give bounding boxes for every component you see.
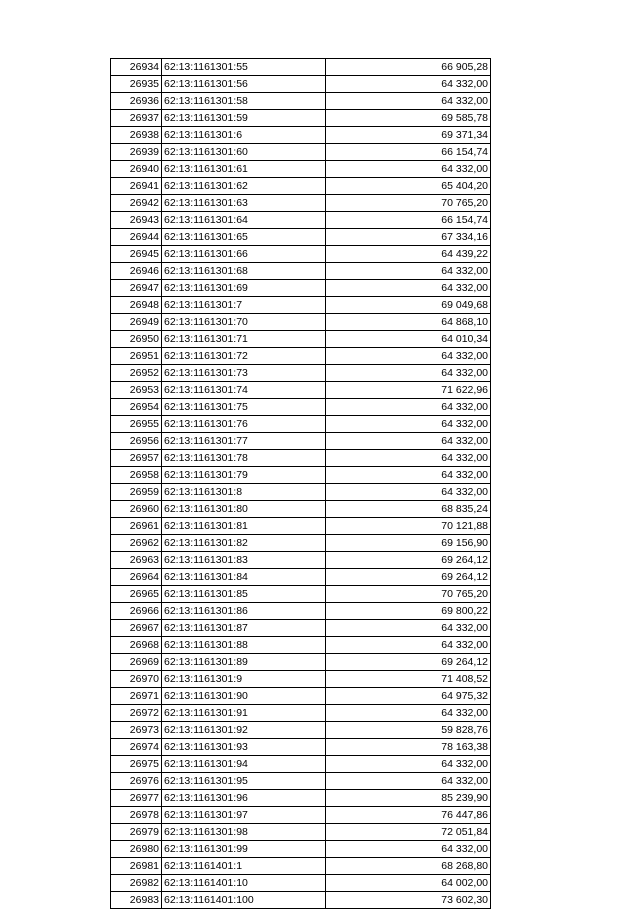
table-row [111,892,491,909]
table-row [111,671,491,688]
cadastral-number-cell: 62:13:1161301:73 [162,365,326,382]
row-number-cell: 26983 [111,892,162,909]
table-row [111,416,491,433]
row-number-cell: 26962 [111,535,162,552]
table-row [111,858,491,875]
value-cell: 76 447,86 [326,807,491,824]
cadastral-number-cell: 62:13:1161301:56 [162,76,326,93]
cadastral-number-cell: 62:13:1161301:87 [162,620,326,637]
row-number-cell: 26957 [111,450,162,467]
cadastral-number-cell: 62:13:1161301:55 [162,59,326,76]
value-cell: 64 332,00 [326,161,491,178]
table-row [111,263,491,280]
row-number-cell: 26976 [111,773,162,790]
row-number-cell: 26978 [111,807,162,824]
cadastral-number-cell: 62:13:1161301:95 [162,773,326,790]
cadastral-number-cell: 62:13:1161301:72 [162,348,326,365]
table-row [111,450,491,467]
cadastral-number-cell: 62:13:1161301:6 [162,127,326,144]
row-number-cell: 26973 [111,722,162,739]
table-row [111,518,491,535]
cadastral-number-cell: 62:13:1161301:99 [162,841,326,858]
cadastral-number-cell: 62:13:1161301:64 [162,212,326,229]
cadastral-number-cell: 62:13:1161301:93 [162,739,326,756]
row-number-cell: 26967 [111,620,162,637]
value-cell: 68 835,24 [326,501,491,518]
cadastral-number-cell: 62:13:1161301:79 [162,467,326,484]
cadastral-number-cell: 62:13:1161401:1 [162,858,326,875]
row-number-cell: 26939 [111,144,162,161]
cadastral-number-cell: 62:13:1161401:10 [162,875,326,892]
row-number-cell: 26961 [111,518,162,535]
cadastral-number-cell: 62:13:1161301:90 [162,688,326,705]
row-number-cell: 26949 [111,314,162,331]
cadastral-number-cell: 62:13:1161301:60 [162,144,326,161]
table-row [111,569,491,586]
value-cell: 69 371,34 [326,127,491,144]
row-number-cell: 26951 [111,348,162,365]
table-row [111,535,491,552]
table-row [111,229,491,246]
table-row [111,484,491,501]
value-cell: 64 868,10 [326,314,491,331]
row-number-cell: 26942 [111,195,162,212]
table-row [111,824,491,841]
row-number-cell: 26952 [111,365,162,382]
table-row [111,365,491,382]
value-cell: 66 154,74 [326,212,491,229]
row-number-cell: 26959 [111,484,162,501]
value-cell: 68 268,80 [326,858,491,875]
row-number-cell: 26970 [111,671,162,688]
cadastral-number-cell: 62:13:1161301:82 [162,535,326,552]
table-row [111,603,491,620]
table-row [111,637,491,654]
value-cell: 64 975,32 [326,688,491,705]
value-cell: 67 334,16 [326,229,491,246]
row-number-cell: 26936 [111,93,162,110]
cadastral-number-cell: 62:13:1161301:83 [162,552,326,569]
table-row [111,399,491,416]
value-cell: 73 602,30 [326,892,491,909]
row-number-cell: 26955 [111,416,162,433]
table-row [111,433,491,450]
row-number-cell: 26971 [111,688,162,705]
value-cell: 64 332,00 [326,484,491,501]
table-row [111,756,491,773]
cadastral-number-cell: 62:13:1161301:96 [162,790,326,807]
value-cell: 64 332,00 [326,416,491,433]
table-row [111,705,491,722]
value-cell: 70 121,88 [326,518,491,535]
cadastral-number-cell: 62:13:1161301:8 [162,484,326,501]
row-number-cell: 26953 [111,382,162,399]
cadastral-number-cell: 62:13:1161301:58 [162,93,326,110]
row-number-cell: 26977 [111,790,162,807]
table-row [111,195,491,212]
cadastral-number-cell: 62:13:1161301:98 [162,824,326,841]
row-number-cell: 26974 [111,739,162,756]
cadastral-number-cell: 62:13:1161301:69 [162,280,326,297]
value-cell: 64 332,00 [326,637,491,654]
table-row [111,246,491,263]
table-row [111,331,491,348]
value-cell: 69 264,12 [326,654,491,671]
cadastral-number-cell: 62:13:1161301:86 [162,603,326,620]
table-row [111,739,491,756]
value-cell: 64 332,00 [326,280,491,297]
cadastral-number-cell: 62:13:1161301:61 [162,161,326,178]
row-number-cell: 26981 [111,858,162,875]
cadastral-number-cell: 62:13:1161301:75 [162,399,326,416]
table-row [111,467,491,484]
value-cell: 64 332,00 [326,93,491,110]
table-row [111,688,491,705]
cadastral-number-cell: 62:13:1161301:7 [162,297,326,314]
cadastral-number-cell: 62:13:1161301:68 [162,263,326,280]
value-cell: 64 332,00 [326,756,491,773]
table-row [111,875,491,892]
table-row [111,127,491,144]
row-number-cell: 26960 [111,501,162,518]
row-number-cell: 26969 [111,654,162,671]
cadastral-number-cell: 62:13:1161301:71 [162,331,326,348]
row-number-cell: 26982 [111,875,162,892]
table-row [111,348,491,365]
table-row [111,773,491,790]
row-number-cell: 26965 [111,586,162,603]
table-row [111,552,491,569]
table-row [111,144,491,161]
table-row [111,382,491,399]
data-table [110,58,491,909]
row-number-cell: 26980 [111,841,162,858]
row-number-cell: 26950 [111,331,162,348]
value-cell: 69 264,12 [326,552,491,569]
value-cell: 69 585,78 [326,110,491,127]
row-number-cell: 26966 [111,603,162,620]
row-number-cell: 26972 [111,705,162,722]
table-row [111,93,491,110]
row-number-cell: 26954 [111,399,162,416]
value-cell: 64 332,00 [326,399,491,416]
cadastral-number-cell: 62:13:1161301:74 [162,382,326,399]
cadastral-number-cell: 62:13:1161401:100 [162,892,326,909]
value-cell: 70 765,20 [326,195,491,212]
value-cell: 64 332,00 [326,348,491,365]
value-cell: 59 828,76 [326,722,491,739]
row-number-cell: 26956 [111,433,162,450]
row-number-cell: 26958 [111,467,162,484]
cadastral-number-cell: 62:13:1161301:65 [162,229,326,246]
value-cell: 64 002,00 [326,875,491,892]
value-cell: 85 239,90 [326,790,491,807]
value-cell: 64 332,00 [326,263,491,280]
value-cell: 64 332,00 [326,620,491,637]
table-row [111,620,491,637]
cadastral-number-cell: 62:13:1161301:89 [162,654,326,671]
value-cell: 69 156,90 [326,535,491,552]
value-cell: 65 404,20 [326,178,491,195]
value-cell: 69 800,22 [326,603,491,620]
table-row [111,790,491,807]
table-row [111,280,491,297]
row-number-cell: 26943 [111,212,162,229]
cadastral-number-cell: 62:13:1161301:80 [162,501,326,518]
table-row [111,586,491,603]
value-cell: 64 332,00 [326,76,491,93]
row-number-cell: 26945 [111,246,162,263]
value-cell: 64 332,00 [326,841,491,858]
cadastral-number-cell: 62:13:1161301:94 [162,756,326,773]
table-row [111,297,491,314]
cadastral-number-cell: 62:13:1161301:77 [162,433,326,450]
row-number-cell: 26934 [111,59,162,76]
value-cell: 64 439,22 [326,246,491,263]
table-row [111,59,491,76]
value-cell: 64 332,00 [326,433,491,450]
table-body [111,59,491,909]
row-number-cell: 26963 [111,552,162,569]
cadastral-number-cell: 62:13:1161301:85 [162,586,326,603]
cadastral-number-cell: 62:13:1161301:92 [162,722,326,739]
value-cell: 64 332,00 [326,450,491,467]
table-row [111,722,491,739]
cadastral-number-cell: 62:13:1161301:66 [162,246,326,263]
row-number-cell: 26941 [111,178,162,195]
table-row [111,314,491,331]
cadastral-number-cell: 62:13:1161301:84 [162,569,326,586]
row-number-cell: 26975 [111,756,162,773]
row-number-cell: 26946 [111,263,162,280]
table-row [111,212,491,229]
value-cell: 66 905,28 [326,59,491,76]
value-cell: 64 332,00 [326,467,491,484]
cadastral-number-cell: 62:13:1161301:76 [162,416,326,433]
table-row [111,178,491,195]
row-number-cell: 26937 [111,110,162,127]
value-cell: 69 264,12 [326,569,491,586]
value-cell: 78 163,38 [326,739,491,756]
cadastral-number-cell: 62:13:1161301:91 [162,705,326,722]
row-number-cell: 26935 [111,76,162,93]
table-row [111,654,491,671]
value-cell: 70 765,20 [326,586,491,603]
value-cell: 71 622,96 [326,382,491,399]
row-number-cell: 26944 [111,229,162,246]
row-number-cell: 26940 [111,161,162,178]
cadastral-number-cell: 62:13:1161301:97 [162,807,326,824]
table-row [111,161,491,178]
cadastral-number-cell: 62:13:1161301:81 [162,518,326,535]
value-cell: 71 408,52 [326,671,491,688]
table-row [111,110,491,127]
value-cell: 64 332,00 [326,365,491,382]
value-cell: 64 332,00 [326,773,491,790]
row-number-cell: 26979 [111,824,162,841]
cadastral-number-cell: 62:13:1161301:78 [162,450,326,467]
value-cell: 64 332,00 [326,705,491,722]
cadastral-number-cell: 62:13:1161301:88 [162,637,326,654]
value-cell: 72 051,84 [326,824,491,841]
table-row [111,841,491,858]
cadastral-number-cell: 62:13:1161301:62 [162,178,326,195]
table-row [111,807,491,824]
value-cell: 64 010,34 [326,331,491,348]
value-cell: 66 154,74 [326,144,491,161]
cadastral-number-cell: 62:13:1161301:9 [162,671,326,688]
value-cell: 69 049,68 [326,297,491,314]
table-row [111,76,491,93]
table-row [111,501,491,518]
cadastral-number-cell: 62:13:1161301:59 [162,110,326,127]
cadastral-number-cell: 62:13:1161301:70 [162,314,326,331]
cadastral-number-cell: 62:13:1161301:63 [162,195,326,212]
row-number-cell: 26964 [111,569,162,586]
row-number-cell: 26948 [111,297,162,314]
row-number-cell: 26968 [111,637,162,654]
row-number-cell: 26947 [111,280,162,297]
row-number-cell: 26938 [111,127,162,144]
